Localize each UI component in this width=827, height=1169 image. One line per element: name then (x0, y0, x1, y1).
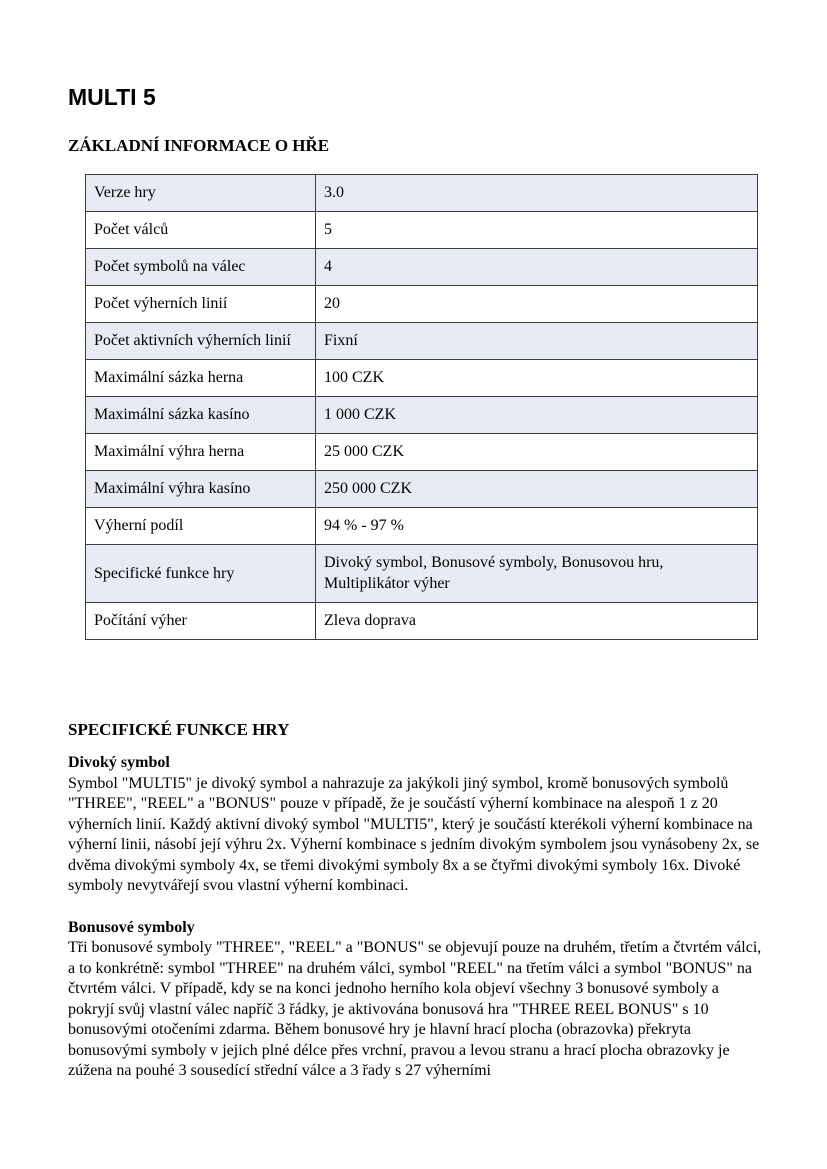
table-row (86, 360, 758, 397)
table-cell-label: Výherní podíl (86, 508, 316, 545)
table-cell-label: Maximální výhra kasíno (86, 471, 316, 508)
table-cell-value: 20 (316, 286, 758, 323)
table-cell-label: Počítání výher (86, 603, 316, 640)
table-row (86, 397, 758, 434)
table-cell-value: 25 000 CZK (316, 434, 758, 471)
table-cell-value: 250 000 CZK (316, 471, 758, 508)
table-cell-label: Počet symbolů na válec (86, 249, 316, 286)
table-cell-value: 5 (316, 212, 758, 249)
table-row (86, 545, 758, 603)
table-row (86, 471, 758, 508)
subsection-wild-symbol (68, 753, 765, 897)
table-row (86, 175, 758, 212)
subsection-heading: Bonusové symboly (68, 918, 195, 936)
table-cell-label: Počet výherních linií (86, 286, 316, 323)
table-row (86, 323, 758, 360)
table-cell-value: 4 (316, 249, 758, 286)
table-cell-label: Maximální výhra herna (86, 434, 316, 471)
table-row (86, 212, 758, 249)
table-cell-value: 1 000 CZK (316, 397, 758, 434)
table-cell-value: 94 % - 97 % (316, 508, 758, 545)
subsection-text: Symbol "MULTI5" je divoký symbol a nahrazuje za jakýkoli jiný symbol, kromě bonusových symbolů "THREE", "REEL" a "BONUS" pouze v případě, že je součástí výherní kombinace na alespoň 1 z 20 výherních linií. Každý aktivní divoký symbol "MULTI5", který je součástí kterékoli výherní kombinace na výherní linii, násobí její výhru 2x. Výherní kombinace s jedním divokým symbolem jsou vynásobeny 2x, se dvěma divokými symboly 4x, se třemi divokými symboly 8x a se čtyřmi divokými symboly 16x. Divoké symboly nevytvářejí svou vlastní výherní kombinaci. (68, 774, 760, 894)
table-cell-value: Fixní (316, 323, 758, 360)
table-row (86, 286, 758, 323)
table-row (86, 603, 758, 640)
basic-info-table (85, 174, 758, 640)
page-title: MULTI 5 (68, 84, 156, 110)
table-row (86, 249, 758, 286)
section-heading-basic-info: ZÁKLADNÍ INFORMACE O HŘE (68, 136, 330, 155)
subsection-bonus-symbols (68, 918, 765, 1082)
table-cell-label: Verze hry (86, 175, 316, 212)
section-heading-specific-functions: SPECIFICKÉ FUNKCE HRY (68, 720, 290, 739)
subsection-heading: Divoký symbol (68, 754, 170, 771)
table-cell-value: 3.0 (316, 175, 758, 212)
table-cell-label: Maximální sázka herna (86, 360, 316, 397)
table-cell-label: Specifické funkce hry (86, 545, 316, 603)
table-cell-value: 100 CZK (316, 360, 758, 397)
table-row (86, 508, 758, 545)
table-cell-value: Divoký symbol, Bonusové symboly, Bonusovou hru, Multiplikátor výher (316, 545, 758, 603)
table-row (86, 434, 758, 471)
table-cell-value: Zleva doprava (316, 603, 758, 640)
table-cell-label: Počet aktivních výherních linií (86, 323, 316, 360)
subsection-text: Tři bonusové symboly "THREE", "REEL" a "BONUS" se objevují pouze na druhém, třetím a čtvrtém válci, a to konkrétně: symbol "THREE" na druhém válci, symbol "REEL" na třetím válci a symbol "BONUS" na čtvrtém válci. V případě, kdy se na konci jednoho herního kola objeví všechny 3 bonusové symboly a pokryjí svůj vlastní válec napříč 3 řádky, je aktivována bonusová hra "THREE REEL BONUS" s 10 bonusovými otočeními zdarma. Během bonusové hry je hlavní hrací plocha (obrazovka) překryta bonusovými symboly v jejich plné délce přes vrchní, pravou a levou stranu a hrací plocha obrazovky je zúžena na pouhé 3 sousedící střední válce a 3 řady s 27 výherními (68, 939, 762, 1079)
table-cell-label: Maximální sázka kasíno (86, 397, 316, 434)
table-cell-label: Počet válců (86, 212, 316, 249)
